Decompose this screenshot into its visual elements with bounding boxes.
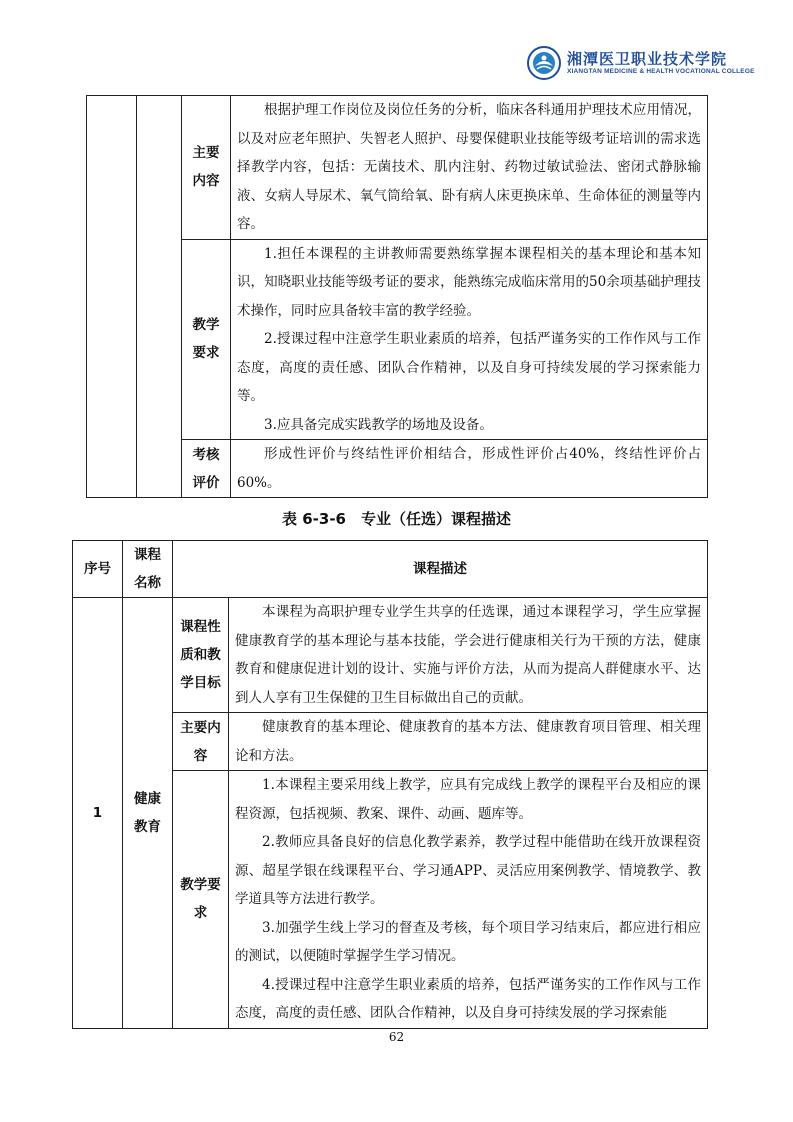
course-name — [123, 598, 173, 1029]
row-content-main-content — [231, 96, 708, 240]
college-logo — [527, 46, 755, 82]
course-name-cell — [137, 96, 182, 498]
row-content-assessment — [231, 440, 708, 498]
elective-course-table — [72, 540, 708, 1029]
header-course-name — [123, 541, 173, 598]
row-label-text: 主要内容 — [180, 719, 221, 764]
paragraph: 2.授课过程中注意学生职业素质的培养，包括严谨务实的工作作风与工作态度，高度的责任感、团队合作精神，以及自身可持续发展的学习探索能力等。 — [237, 331, 701, 404]
seq-cell — [87, 96, 137, 498]
row-label-text: 课程性质和教学目标 — [180, 619, 221, 691]
row-label-nature-objectives — [173, 598, 229, 713]
paragraph: 健康教育的基本理论、健康教育的基本方法、健康教育项目管理、相关理论和方法。 — [235, 719, 701, 764]
paragraph: 形成性评价与终结性评价相结合，形成性评价占40%，终结性评价占60%。 — [237, 446, 701, 491]
course-table-continued — [86, 95, 708, 498]
course-name-text: 健康教育 — [134, 790, 161, 835]
row-content-nature-objectives — [229, 598, 708, 713]
row-label-text: 考核评价 — [192, 446, 220, 491]
page-number: 62 — [388, 1030, 405, 1044]
paragraph: 本课程为高职护理专业学生共享的任选课，通过本课程学习，学生应掌握健康教育学的基本理论与基本技能，学会进行健康相关行为干预的方法，健康教育和健康促进计划的设计、实施与评价方法，从而为提高人群健康水平、达到人人享有卫生保健的卫生目标做出自己的贡献。 — [235, 604, 701, 706]
row-content-main-content — [229, 713, 708, 771]
college-name-cn: 湘潭医卫职业技术学院 — [567, 50, 728, 68]
paragraph: 1.本课程主要采用线上教学，应具有完成线上教学的课程平台及相应的课程资源，包括视频、教案、课件、动画、题库等。 — [235, 777, 701, 822]
table-caption: 表 6-3-6 专业（任选）课程描述 — [282, 510, 511, 528]
college-name-en: XIANGTAN MEDICINE & HEALTH VOCATIONAL COLLEGE — [567, 68, 755, 75]
paragraph: 1.担任本课程的主讲教师需要熟练掌握本课程相关的基本理论和基本知识，知晓职业技能等级考证的要求，能熟练完成临床常用的50余项基础护理技术操作，同时应具备较丰富的教学经验。 — [237, 245, 701, 319]
row-label-teaching-requirements — [173, 771, 229, 1029]
row-label-assessment — [182, 440, 231, 498]
table-header-row — [73, 541, 708, 598]
paragraph: 2.教师应具备良好的信息化教学素养，教学过程中能借助在线开放课程资源、超星学银在线课程平台、学习通APP、灵活应用案例教学、情境教学、教学道具等方法进行教学。 — [235, 834, 701, 907]
paragraph: 4.授课过程中注意学生职业素质的培养，包括严谨务实的工作作风与工作态度，高度的责任感、团队合作精神，以及自身可持续发展的学习探索能 — [235, 976, 701, 1021]
row-label-main-content — [173, 713, 229, 771]
table-row — [87, 96, 708, 240]
paragraph: 根据护理工作岗位及岗位任务的分析，临床各科通用护理技术应用情况，以及对应老年照护、失智老人照护、母婴保健职业技能等级考证培训的需求选择教学内容，包括：无菌技术、肌内注射、药物过敏试验法、密闭式静脉输液、女病人导尿术、氧气筒给氧、卧有病人床更换床单、生命体征的测量等内容。 — [237, 102, 701, 232]
course-seq: 1 — [73, 598, 123, 1029]
row-content-teaching-requirements — [229, 771, 708, 1029]
row-label-text: 主要内容 — [192, 145, 220, 190]
row-label-text: 教学要求 — [192, 317, 220, 362]
paragraph: 3.应具备完成实践教学的场地及设备。 — [264, 416, 493, 433]
header-seq: 序号 — [73, 541, 123, 598]
college-emblem-icon — [527, 46, 561, 80]
row-label-teaching-requirements — [182, 239, 231, 440]
header-course-description: 课程描述 — [173, 541, 708, 598]
header-course-name-text: 课程名称 — [134, 547, 161, 591]
row-label-main-content — [182, 96, 231, 240]
paragraph: 3.加强学生线上学习的督查及考核，每个项目学习结束后，都应进行相应的测试，以便随时掌握学生学习情况。 — [235, 919, 701, 964]
table-row — [73, 598, 708, 713]
row-content-teaching-requirements — [231, 239, 708, 440]
row-label-text: 教学要求 — [180, 877, 221, 922]
